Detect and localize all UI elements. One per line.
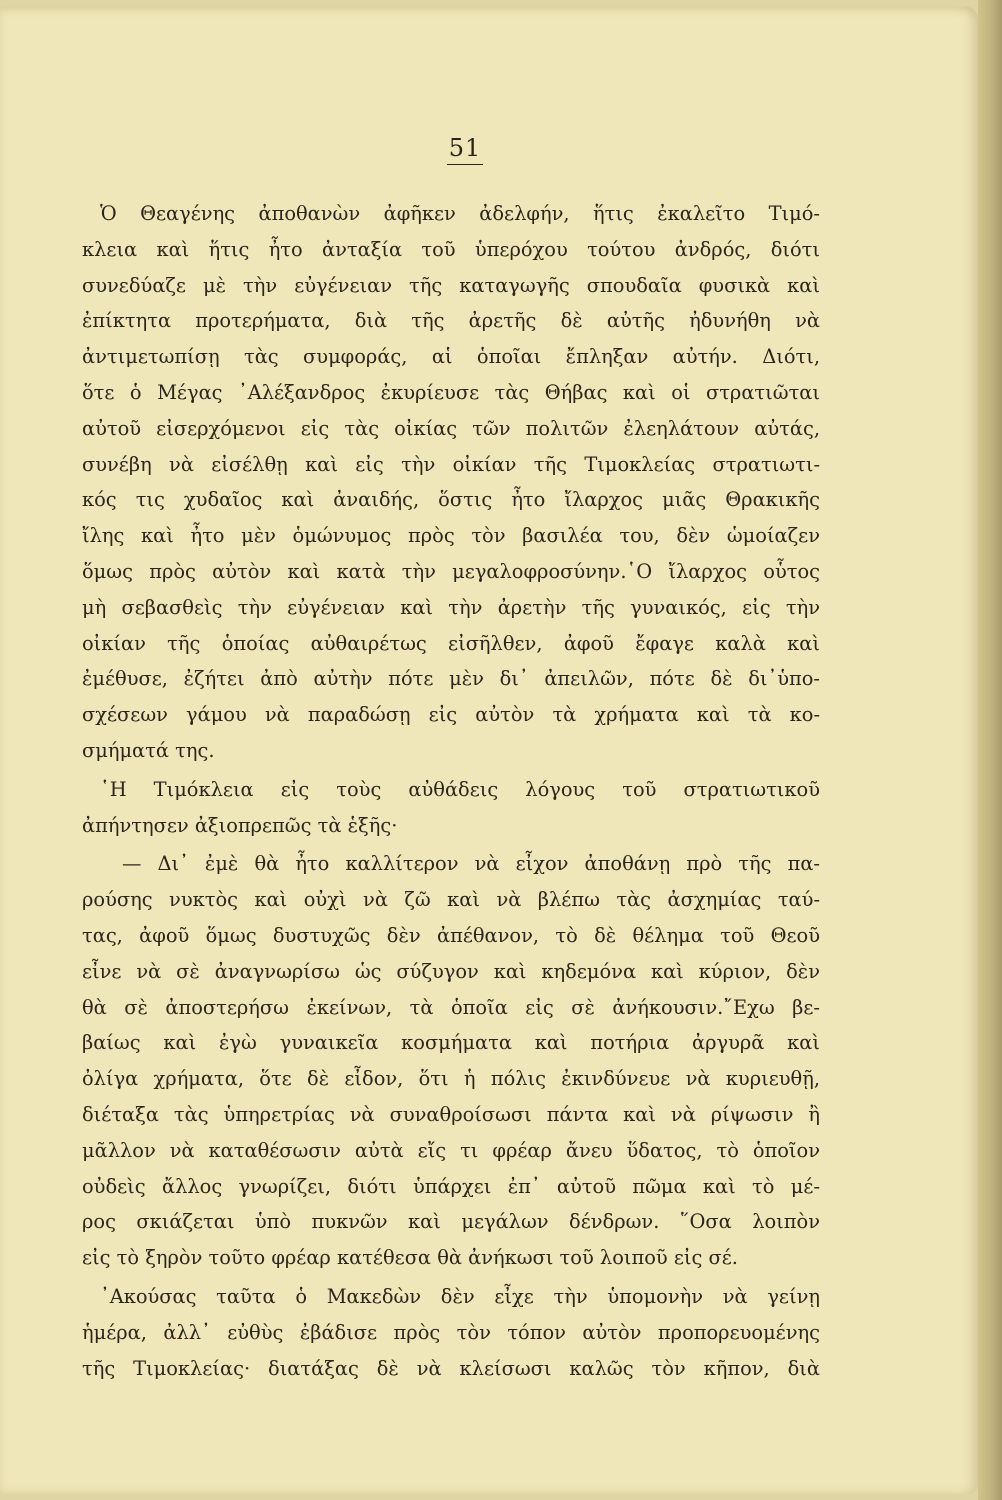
paper-sheet [0, 6, 978, 1494]
text-line: συνεδύαζε μὲ τὴν εὐγένειαν τῆς καταγωγῆς σπουδαῖα φυσικὰ καὶ [82, 273, 820, 297]
text-line: συνέβη νὰ εἰσέλθῃ καὶ εἰς τὴν οἰκίαν τῆς Τιμοκλείας στρατιωτι- [82, 452, 820, 476]
text-line: ᾿Ακούσας ταῦτα ὁ Μακεδὼν δὲν εἶχε τὴν ὑπομονὴν νὰ γείνῃ [100, 1284, 820, 1308]
text-line: ἐπίκτητα προτερήματα, διὰ τῆς ἀρετῆς δὲ αὐτῆς ἠδυνήθη νὰ [82, 309, 820, 333]
text-line: ὅμως πρὸς αὐτὸν καὶ κατὰ τὴν μεγαλοφροσύνην.῾Ο ἴλαρχος οὗτος [82, 559, 820, 583]
text-line: θὰ σὲ ἀποστερήσω ἐκείνων, τὰ ὁποῖα εἰς σὲ ἀνήκουσιν.῎Εχω βε- [82, 995, 820, 1019]
page-number: 51 [0, 134, 930, 162]
text-line: βαίως καὶ ἐγὼ γυναικεῖα κοσμήματα καὶ ποτήρια ἀργυρᾶ καὶ [82, 1031, 820, 1055]
body-text [82, 196, 820, 1386]
text-line: σχέσεων γάμου νὰ παραδώσῃ εἰς αὐτὸν τὰ χρήματα καὶ τὰ κο- [82, 703, 820, 727]
text-line: εἶνε νὰ σὲ ἀναγνωρίσω ὡς σύζυγον καὶ κηδεμόνα καὶ κύριον, δὲν [82, 959, 820, 983]
text-line: αὐτοῦ εἰσερχόμενοι εἰς τὰς οἰκίας τῶν πολιτῶν ἐλεηλάτουν αὐτάς, [82, 416, 820, 440]
text-line: — Δι᾿ ἐμὲ θὰ ἦτο καλλίτερον νὰ εἶχον ἀποθάνῃ πρὸ τῆς πα- [122, 852, 820, 876]
paragraph-macedonian [82, 1279, 820, 1386]
text-line: εἰς τὸ ξηρὸν τοῦτο φρέαρ κατέθεσα θὰ ἀνήκωσι τοῦ λοιποῦ εἰς σέ. [82, 1246, 738, 1270]
paragraph-dialogue [82, 846, 820, 1276]
paragraph-timokleia-reply [82, 772, 820, 844]
text-line: ὅτε ὁ Μέγας ᾿Αλέξανδρος ἐκυρίευσε τὰς Θήβας καὶ οἱ στρατιῶται [82, 380, 820, 404]
text-line: μᾶλλον νὰ καταθέσωσιν αὐτὰ εἴς τι φρέαρ ἄνευ ὕδατος, τὸ ὁποῖον [82, 1138, 820, 1162]
text-line: ἀπήντησεν ἀξιοπρεπῶς τὰ ἑξῆς· [82, 813, 398, 837]
paragraph-theagenes [82, 196, 820, 769]
text-line: ἐμέθυσε, ἐζήτει ἀπὸ αὐτὴν πότε μὲν δι᾿ ἀπειλῶν, πότε δὲ δι᾿ὑπο- [82, 667, 820, 691]
page-edge [978, 0, 1002, 1500]
text-line: ἀντιμετωπίσῃ τὰς συμφοράς, αἱ ὁποῖαι ἔπληξαν αὐτήν. Διότι, [82, 345, 820, 369]
text-line: ῾Η Τιμόκλεια εἰς τοὺς αὐθάδεις λόγους τοῦ στρατιωτικοῦ [100, 777, 820, 801]
text-line: ρος σκιάζεται ὑπὸ πυκνῶν καὶ μεγάλων δένδρων. ῞Οσα λοιπὸν [82, 1210, 820, 1234]
text-line: Ὁ Θεαγένης ἀποθανὼν ἀφῆκεν ἀδελφήν, ἥτις ἐκαλεῖτο Τιμό- [100, 202, 820, 225]
text-line: κλεια καὶ ἥτις ἦτο ἀνταξία τοῦ ὑπερόχου τούτου ἀνδρός, διότι [82, 237, 820, 261]
text-line: σμήματά της. [82, 738, 215, 762]
text-line: μὴ σεβασθεὶς τὴν εὐγένειαν καὶ τὴν ἀρετὴν τῆς γυναικός, εἰς τὴν [82, 595, 820, 619]
text-line: ὀλίγα χρήματα, ὅτε δὲ εἶδον, ὅτι ἡ πόλις ἐκινδύνευε νὰ κυριευθῇ, [82, 1067, 820, 1091]
text-line: κός τις χυδαῖος καὶ ἀναιδής, ὅστις ἦτο ἴλαρχος μιᾶς Θρακικῆς [82, 488, 820, 512]
text-line: οἰκίαν τῆς ὁποίας αὐθαιρέτως εἰσῆλθεν, ἀφοῦ ἔφαγε καλὰ καὶ [82, 631, 820, 655]
text-line: διέταξα τὰς ὑπηρετρίας νὰ συναθροίσωσι πάντα καὶ νὰ ρίψωσιν ἢ [82, 1102, 820, 1126]
text-line: ρούσης νυκτὸς καὶ οὐχὶ νὰ ζῶ καὶ νὰ βλέπω τὰς ἀσχημίας ταύ- [82, 888, 820, 912]
text-line: οὐδεὶς ἄλλος γνωρίζει, διότι ὑπάρχει ἐπ᾿ αὐτοῦ πῶμα καὶ τὸ μέ- [82, 1174, 820, 1198]
text-line: ἡμέρα, ἀλλ᾿ εὐθὺς ἐβάδισε πρὸς τὸν τόπον αὐτὸν προπορευομένης [82, 1320, 820, 1344]
text-line: τῆς Τιμοκλείας· διατάξας δὲ νὰ κλείσωσι καλῶς τὸν κῆπον, διὰ [82, 1356, 820, 1380]
text-line: ἴλης καὶ ἦτο μὲν ὁμώνυμος πρὸς τὸν βασιλέα του, δὲν ὡμοίαζεν [82, 524, 820, 548]
text-line: τας, ἀφοῦ ὅμως δυστυχῶς δὲν ἀπέθανον, τὸ δὲ θέλημα τοῦ Θεοῦ [82, 923, 820, 947]
